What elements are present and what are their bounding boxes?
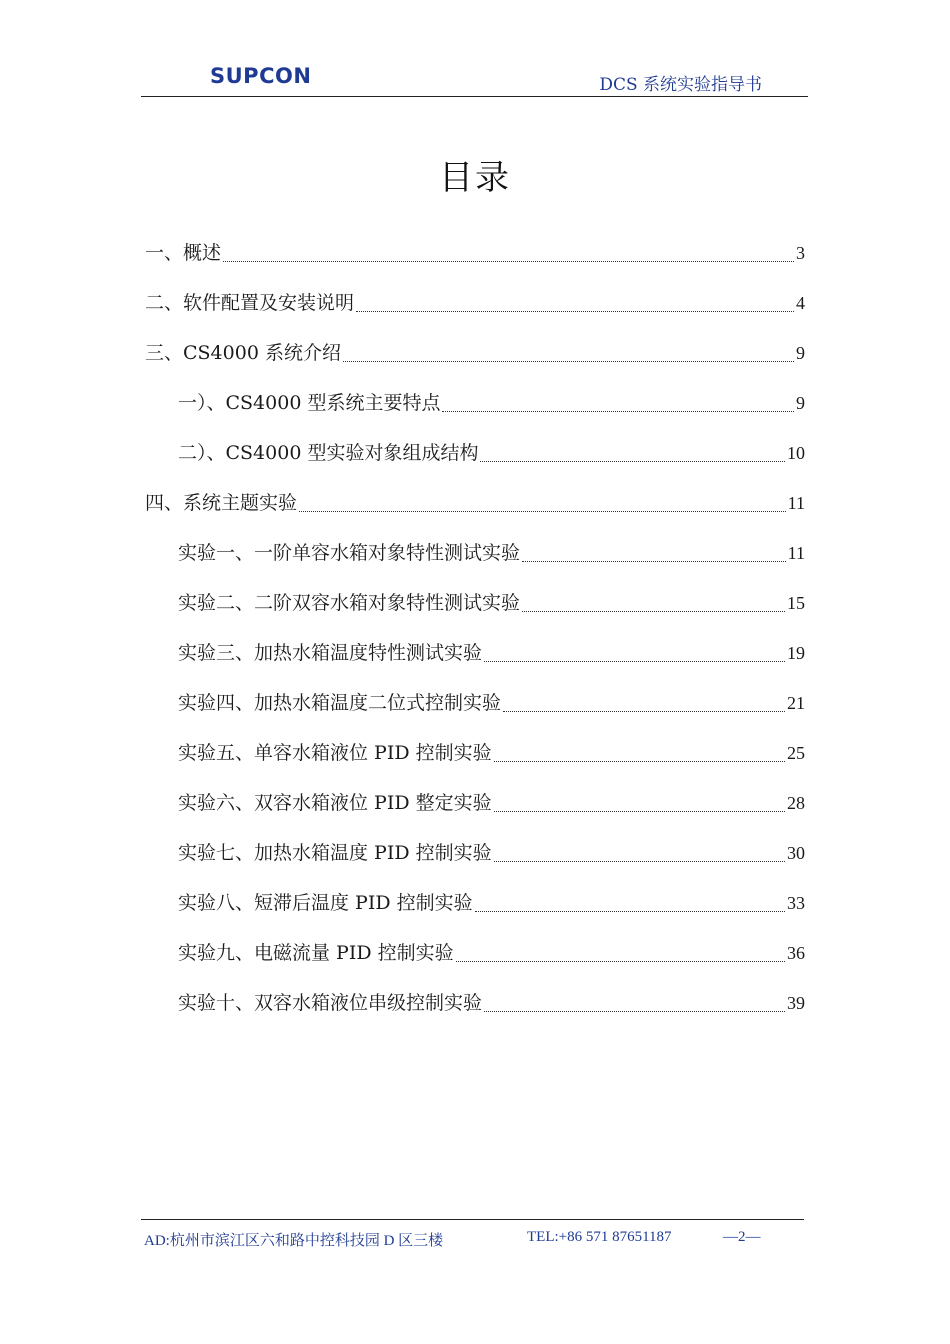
toc-entry[interactable] (178, 735, 805, 771)
toc-entry-label: 实验一、一阶单容水箱对象特性测试实验 (178, 542, 521, 564)
toc-entry[interactable] (145, 485, 805, 521)
toc-entry-page: 9 (796, 393, 805, 413)
toc-entry-page: 33 (787, 893, 805, 913)
dot-leader (484, 1011, 785, 1012)
toc-entry-page: 19 (787, 643, 805, 663)
toc-entry-page: 39 (787, 993, 805, 1013)
toc-entry[interactable] (178, 635, 805, 671)
toc-entry-label: 实验五、单容水箱液位 PID 控制实验 (178, 742, 492, 764)
dot-leader (522, 611, 785, 612)
page-number: —2— (723, 1229, 761, 1245)
toc-entry-page: 10 (787, 443, 805, 463)
toc-entry-page: 9 (796, 343, 805, 363)
toc-entry-label: 实验三、加热水箱温度特性测试实验 (178, 642, 483, 664)
page-header (141, 62, 808, 97)
toc-entry[interactable] (178, 985, 805, 1021)
toc-entry-page: 4 (796, 293, 805, 313)
toc-entry-page: 3 (796, 243, 805, 263)
toc-entry-label: 实验四、加热水箱温度二位式控制实验 (178, 692, 502, 714)
toc-entry-label: 一、概述 (145, 242, 222, 264)
toc-entry[interactable] (178, 835, 805, 871)
toc-entry[interactable] (145, 335, 805, 371)
dot-leader (475, 911, 785, 912)
dot-leader (503, 711, 785, 712)
toc-entry-page: 11 (787, 543, 805, 563)
dot-leader (522, 561, 786, 562)
toc-entry-label: 实验十、双容水箱液位串级控制实验 (178, 992, 483, 1014)
toc-entry-label: 二）、CS4000 型实验对象组成结构 (178, 442, 479, 464)
dot-leader (480, 461, 785, 462)
toc-entry-page: 30 (787, 843, 805, 863)
toc-entry[interactable] (178, 685, 805, 721)
toc-entry-page: 25 (787, 743, 805, 763)
dot-leader (343, 361, 794, 362)
toc-entry-label: 实验六、双容水箱液位 PID 整定实验 (178, 792, 492, 814)
dot-leader (494, 761, 785, 762)
toc-entry-label: 二、软件配置及安装说明 (145, 292, 355, 314)
toc-entry[interactable] (178, 385, 805, 421)
toc-entry-label: 三、CS4000 系统介绍 (145, 342, 341, 364)
toc-entry[interactable] (145, 235, 805, 271)
document-title: DCS 系统实验指导书 (599, 75, 762, 95)
toc-entry[interactable] (178, 435, 805, 471)
dot-leader (356, 311, 794, 312)
toc-entry[interactable] (178, 535, 805, 571)
dot-leader (456, 961, 785, 962)
toc-entry[interactable] (145, 285, 805, 321)
toc-entry-page: 36 (787, 943, 805, 963)
toc-entry-label: 实验八、短滞后温度 PID 控制实验 (178, 892, 473, 914)
page-footer (141, 1219, 804, 1250)
toc-entry-label: 一）、CS4000 型系统主要特点 (178, 392, 441, 414)
dot-leader (484, 661, 785, 662)
toc-entry-page: 21 (787, 693, 805, 713)
supcon-logo: SUPCON (210, 64, 312, 88)
toc-entry-label: 实验七、加热水箱温度 PID 控制实验 (178, 842, 492, 864)
dot-leader (494, 811, 785, 812)
dot-leader (494, 861, 785, 862)
toc-entry-label: 实验九、电磁流量 PID 控制实验 (178, 942, 454, 964)
toc-entry[interactable] (178, 885, 805, 921)
dot-leader (223, 261, 794, 262)
toc-entry[interactable] (178, 585, 805, 621)
dot-leader (299, 511, 786, 512)
footer-address: AD:杭州市滨江区六和路中控科技园 D 区三楼 (144, 1233, 444, 1249)
toc-entry-label: 四、系统主题实验 (145, 492, 298, 514)
toc-entry[interactable] (178, 935, 805, 971)
toc-entry-label: 实验二、二阶双容水箱对象特性测试实验 (178, 592, 521, 614)
toc-title: 目录 (439, 158, 511, 198)
dot-leader (442, 411, 794, 412)
toc-entry-page: 15 (787, 593, 805, 613)
toc-entry[interactable] (178, 785, 805, 821)
toc-entry-page: 28 (787, 793, 805, 813)
toc-entry-page: 11 (787, 493, 805, 513)
footer-telephone: TEL:+86 571 87651187 (527, 1229, 672, 1245)
